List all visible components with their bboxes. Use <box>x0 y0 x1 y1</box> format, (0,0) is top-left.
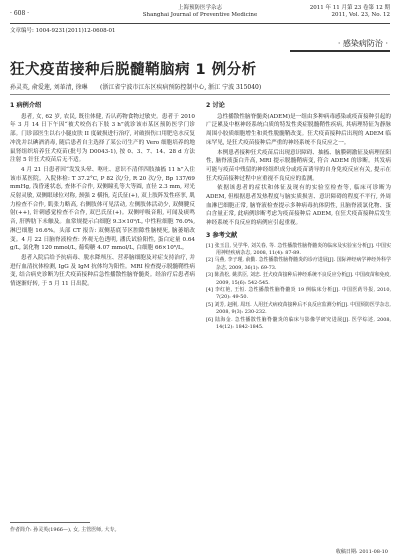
right-column <box>206 100 391 331</box>
left-column <box>10 100 195 290</box>
reference-item: [1] 张玉昌, 吴学华, 刘关春, 等. 急性播散性脑脊髓炎的临床及实验室分析[J]. 中国实用神经疾病杂志, 2008, 11(4): 87-89. <box>206 242 391 256</box>
reference-item: [2] 马燕, 李子瑾, 俞勤. 急性播散性脑脊髓炎的诊疗进展[J]. 国际神经病学神经外科学杂志, 2009, 36(1): 69-73. <box>206 257 391 271</box>
page-number: · 608 · <box>10 10 30 17</box>
references-heading: 3 参考文献 <box>206 231 238 239</box>
reference-item: [3] 陈劲松, 姚洪臣, 刘忠. 狂犬疫苗接种后神经系统不良反应分析[J]. 中国疫苗和免疫, 2009, 15(6): 542-545. <box>206 272 391 286</box>
article-number: 文章编号: 1004-9231(2011)12-0608-01 <box>10 28 116 34</box>
author-footnote: 作者简介: 孙灵英(1966—), 女, 主管医师, 大专。 <box>10 527 120 533</box>
paragraph: 4 月 21 日患者因“发发头晕、呕吐、意识不清伴四肢抽搐 11 h”入住该市某医院。入院体检: T 37.2°C, P 82 次/分, R 20 次/分, Bp 137/69 mmHg, 浅昏迷状态, 查体不合作, 双侧瞳孔等大等圆, 直径 2.3 mm, 对光反射灵敏, 双侧眼球位对称, 颈强 2 横指, 克氏征(+), 双上肢阵发性痉挛, 肌力检查不合作, 肌张力略高, 右侧肢体可见活动, 左侧肢体活动少, 双侧腱反射(++), 针刺感觉检查不合作, 双巴氏征(+)。双侧呼吸音粗, 可闻及痰鸣音, 肝脾肋下未触及。血常规提示白细胞 9.3×10⁹/L, 中性粒细胞 76.0%, 淋巴细胞 16.6%。头部 CT 报告: 双侧基底节区腔隙性脑梗死, 脑萎缩改变。4 月 22 日脑脊液检查: 外观无色透明, 潘氏试验阳性, 蛋白定量 0.64 g/L, 氯化物 120 mmol/L, 葡萄糖 4.07 mmol/L, 白细胞 66×10⁶/L。 <box>10 166 195 252</box>
title-rule <box>10 94 390 95</box>
journal-name-en: Shanghai Journal of Preventive Medicine <box>142 12 258 18</box>
paragraph: 急性播散性脑脊髓炎(ADEM)是一组由多种病毒感染或疫苗接种引起的广泛累及中枢神经系统白质的特发性炎症脱髓鞘性疾病, 其病理特征为静脉周围小胶质细胞增生和炎性脱髓鞘改变。狂犬疫苗接种后出现的 ADEM 临床罕见, 是狂犬疫苗接种后严重的神经系统不良反应之一。 <box>206 113 391 146</box>
issue-info-en: 2011, Vol. 23, No. 12 <box>331 12 390 18</box>
paragraph: 依据该患者的症状和体征及现有的实验室检查等, 临床可诊断为 ADEM, 但根据患者发热程度与脑实质损害、意识障碍的程度不平行, 外周血淋巴细胞正常, 脑脊液检查提示多种病毒抗体阴性, 且脑脊液氯化物、蛋白含量正常, 此病例诊断考虑为疫苗接种后 ADEM, 在狂犬疫苗接种后发生神经系统不良反应的病例应引起重视。 <box>206 185 391 227</box>
paragraph: 患者入院后给予抗病毒、脱水降颅压、营养脑细胞及对症支持治疗, 并进行血清抗体检测, IgG 及 IgM 抗体均为阳性。MRI 检查提示脱髓鞘性病变, 结合病史诊断为狂犬疫苗接种后急性播散性脑脊髓炎。经治疗后患者病情逐渐好转, 于 5 月 11 日出院。 <box>10 254 195 288</box>
references <box>206 232 391 332</box>
reference-item: [6] 陆海金. 急性播散性脑脊髓炎的临床与影像学研究进展[J]. 医学综述, 2008, 14(12): 1842-1845. <box>206 316 391 331</box>
journal-name-cn: 上海预防医学杂志 <box>177 5 222 11</box>
column-tag-rule <box>290 50 390 52</box>
authors: 孙灵英, 俞爱莲, 刘革清, 徐琳 <box>10 84 88 91</box>
section-heading-discussion: 2 讨论 <box>206 102 225 109</box>
footnote-rule <box>10 522 90 523</box>
paragraph: 本例患者接种狂犬疫苗后出现意识障碍、抽搐、脑膜刺激征及病理征阳性, 脑脊液蛋白升高, MRI 提示脱髓鞘病变, 符合 ADEM 的诊断。其发病可能与疫苗中残留的神经组织成分或疫苗诱导的自身免疫反应有关, 提示在狂犬疫苗接种过程中应重视不良反应的监测。 <box>206 149 391 182</box>
section-heading-case: 1 病例介绍 <box>10 102 42 109</box>
issue-info <box>310 5 390 19</box>
received-date: 收稿日期: 2011-08-10 <box>335 549 388 555</box>
journal-name <box>100 5 300 19</box>
column-tag: · 感染病防治 · <box>337 39 388 48</box>
paragraph: 患者, 女, 62 岁, 农民, 既往体健, 否认药物食物过敏史。患者于 2010 年 3 月 14 日下午因“被犬咬伤右下肢 3 h”就诊该市某区预防医学门诊部。门诊部医生以右小腿皮肤 II 度破损进行治疗, 对破损伤口用肥皂水反复冲洗并以碘酒消毒, 随后患者自主选择了某公司生产的 Vero 细胞培养的地鼠肾组织培养狂犬疫苗(批号为 D0043-1), 按 0、3、7、14、28 d 方法注射 5 针狂犬疫苗后无不适。 <box>10 113 195 164</box>
reference-item: [4] 李红艳, 王恒. 急性播散性脑脊髓炎 19 例临床分析[J]. 中国医药导报, 2010, 7(20): 49-50. <box>206 286 391 301</box>
affiliation: (浙江省宁波市江东区疾病预防控制中心, 浙江 宁波 315040) <box>100 84 262 91</box>
reference-item: [5] 刘芳, 赵刚, 周珏. 人用狂犬病疫苗接种后不良反应监测分析[J]. 中国预防医学杂志, 2008, 9(3): 230-232. <box>206 301 391 316</box>
article-title: 狂犬疫苗接种后脱髓鞘脑病 1 例分析 <box>10 62 257 78</box>
issue-info-cn: 2011 年 11 月第 23 卷第 12 期 <box>309 5 390 11</box>
header-rule <box>10 23 390 24</box>
